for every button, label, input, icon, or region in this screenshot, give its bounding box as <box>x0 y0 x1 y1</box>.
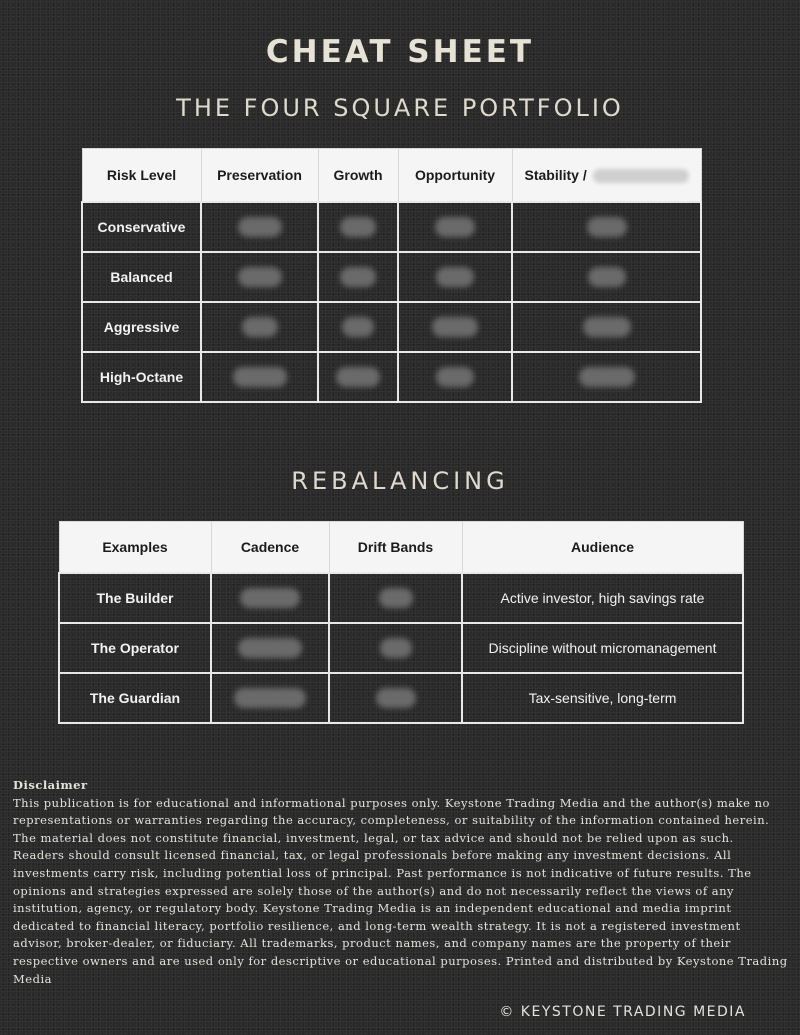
redacted-cell <box>398 352 512 402</box>
redacted-cell <box>201 302 318 352</box>
audience-text: Active investor, high savings rate <box>462 573 743 623</box>
example-name: The Operator <box>59 623 211 673</box>
redacted-cell <box>318 202 398 252</box>
header-audience: Audience <box>462 522 743 574</box>
table-row <box>59 623 743 673</box>
header-stability-label: Stability / <box>524 166 587 183</box>
rebalancing-heading: REBALANCING <box>291 467 509 495</box>
redacted-cell <box>318 252 398 302</box>
redacted-cell <box>329 573 462 623</box>
row-label: High-Octane <box>82 352 201 402</box>
rebalancing-table <box>58 521 744 724</box>
redacted-cell <box>201 252 318 302</box>
row-label: Balanced <box>82 252 201 302</box>
redacted-cell <box>318 302 398 352</box>
redacted-cell <box>211 623 329 673</box>
redacted-cell <box>398 202 512 252</box>
table-row <box>82 202 701 252</box>
page-title: CHEAT SHEET <box>265 34 535 70</box>
redacted-cell <box>512 202 701 252</box>
header-drift-bands: Drift Bands <box>329 522 462 574</box>
portfolio-subtitle: THE FOUR SQUARE PORTFOLIO <box>176 94 624 122</box>
audience-text: Tax-sensitive, long-term <box>462 673 743 723</box>
portfolio-header-row <box>82 149 701 203</box>
header-growth: Growth <box>318 149 398 203</box>
header-examples: Examples <box>59 522 211 574</box>
disclaimer-body: This publication is for educational and informational purposes only. Keystone Trading Media and the author(s) make no representations or warranties regarding the accuracy, completeness, or suitability of the information contained herein. The material does not constitute financial, investment, legal, or tax advice and should not be relied upon as such. Readers should consult licensed financial, tax, or legal professionals before making any investment decisions. All investments carry risk, including potential loss of principal. Past performance is not indicative of future results. The opinions and strategies expressed are solely those of the author(s) and do not necessarily reflect the views of any institution, agency, or regulatory body. Keystone Trading Media is an independent educational and media imprint dedicated to financial literacy, portfolio resilience, and long-term wealth strategy. It is not a registered investment advisor, broker-dealer, or fiduciary. All trademarks, product names, and company names are the property of their respective owners and are used only for descriptive or educational purposes. Printed and distributed by Keystone Trading Media <box>13 795 788 986</box>
redacted-cell <box>329 673 462 723</box>
example-name: The Guardian <box>59 673 211 723</box>
disclaimer-title: Disclaimer <box>13 778 88 792</box>
redacted-cell <box>211 673 329 723</box>
redacted-cell <box>329 623 462 673</box>
header-opportunity: Opportunity <box>398 149 512 203</box>
redacted-cell <box>318 352 398 402</box>
disclaimer <box>13 777 789 988</box>
row-label: Aggressive <box>82 302 201 352</box>
table-row <box>82 302 701 352</box>
header-cadence: Cadence <box>211 522 329 574</box>
table-row <box>82 352 701 402</box>
redacted-cell <box>211 573 329 623</box>
copyright-footer: © KEYSTONE TRADING MEDIA <box>499 1004 746 1020</box>
redacted-text <box>593 169 689 183</box>
header-risk-level: Risk Level <box>82 149 201 203</box>
table-row <box>82 252 701 302</box>
portfolio-table <box>81 148 702 403</box>
redacted-cell <box>201 202 318 252</box>
rebalancing-header-row <box>59 522 743 574</box>
redacted-cell <box>512 352 701 402</box>
redacted-cell <box>398 302 512 352</box>
example-name: The Builder <box>59 573 211 623</box>
redacted-cell <box>512 252 701 302</box>
table-row <box>59 673 743 723</box>
redacted-cell <box>201 352 318 402</box>
header-stability <box>512 149 701 203</box>
redacted-cell <box>512 302 701 352</box>
row-label: Conservative <box>82 202 201 252</box>
redacted-cell <box>398 252 512 302</box>
audience-text: Discipline without micromanagement <box>462 623 743 673</box>
header-preservation: Preservation <box>201 149 318 203</box>
table-row <box>59 573 743 623</box>
